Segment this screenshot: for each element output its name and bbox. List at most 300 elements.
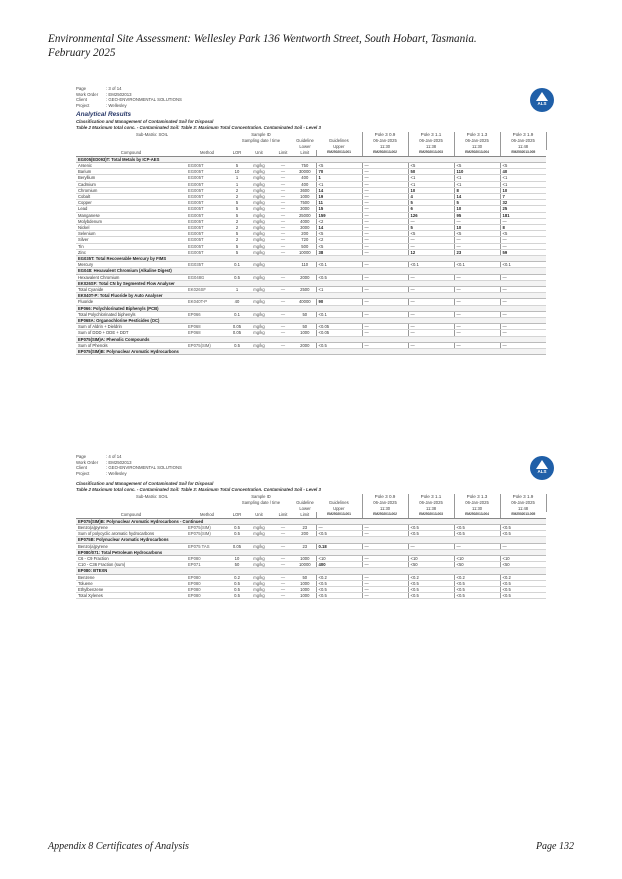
lower-limit-value: —: [272, 311, 294, 317]
section-title: Analytical Results: [76, 111, 132, 119]
compound-name: C10 - C36 Fraction (sum): [76, 562, 186, 568]
lor-value: 0.5: [228, 593, 246, 599]
lor-value: 0.5: [228, 342, 246, 348]
method-code: EP071: [186, 562, 228, 568]
meta-value: : 4 of 14: [106, 454, 546, 459]
sample-name: Pole 3 1.1: [408, 494, 454, 500]
sample-date: 06-Jan-2025: [500, 138, 546, 144]
result-value: —: [362, 206, 408, 212]
result-value: 25: [500, 206, 546, 212]
result-value: —: [500, 218, 546, 224]
meta-value: : Wellesley: [106, 103, 546, 108]
result-value: <1: [454, 181, 500, 187]
result-value: —: [454, 311, 500, 317]
result-value: <0.5: [316, 342, 362, 348]
result-value: <0.5: [454, 580, 500, 586]
unit-value: mg/kg: [246, 181, 272, 187]
result-value: 126: [408, 212, 454, 218]
sampling-label: Sampling date / time: [241, 138, 281, 144]
result-value: —: [454, 237, 500, 243]
compound-name: Barium: [76, 169, 186, 175]
lor-value: 0.5: [228, 274, 246, 280]
unit-value: mg/kg: [246, 218, 272, 224]
upper-limit-value: 3600: [294, 187, 316, 193]
result-value: <1: [500, 181, 546, 187]
upper-limit-value: 110: [294, 262, 316, 268]
method-code: EG005T: [186, 187, 228, 193]
lower-limit-value: —: [272, 175, 294, 181]
meta-key: Client: [76, 465, 87, 471]
result-value: —: [408, 237, 454, 243]
result-value: —: [362, 218, 408, 224]
result-value: —: [500, 287, 546, 293]
meta-value: : 3 of 14: [106, 86, 546, 91]
upper-limit-value: 50: [294, 574, 316, 580]
result-value: <50: [454, 562, 500, 568]
result-value: —: [362, 162, 408, 168]
result-value: <0.2: [408, 574, 454, 580]
sample-id-label: Sample ID: [251, 131, 271, 137]
upper-limit-value: 50: [294, 324, 316, 330]
result-value: 70: [316, 169, 362, 175]
logo-text: ALS: [537, 101, 547, 106]
result-value: 14: [316, 187, 362, 193]
unit-value: mg/kg: [246, 324, 272, 330]
result-value: —: [362, 330, 408, 336]
result-value: 8: [454, 187, 500, 193]
lower-limit-value: —: [272, 330, 294, 336]
guideline-label: Guideline: [296, 500, 314, 506]
result-value: 59: [500, 249, 546, 255]
unit-value: mg/kg: [246, 555, 272, 561]
als-logo-mark-icon: [530, 88, 554, 112]
method-code: EG005T: [186, 162, 228, 168]
result-value: —: [454, 543, 500, 549]
method-code: EG005T: [186, 169, 228, 175]
method-code: EG005T: [186, 181, 228, 187]
unit-value: mg/kg: [246, 243, 272, 249]
compound-name: Total Xylenes: [76, 593, 186, 599]
method-group-title: EP066: Polychlorinated Biphenyls (PCB): [76, 305, 546, 311]
result-value: 7: [500, 193, 546, 199]
lor-value: 2: [228, 237, 246, 243]
sample-date: 06-Jan-2025: [454, 138, 500, 144]
result-value: —: [362, 243, 408, 249]
result-value: —: [454, 274, 500, 280]
result-value: 14: [316, 224, 362, 230]
upper-limit-value: 2500: [294, 287, 316, 293]
result-value: —: [316, 524, 362, 530]
sampling-label: Sampling date / time: [241, 500, 281, 506]
method-group-title: EP080/071: Total Petroleum Hydrocarbons: [76, 549, 546, 555]
result-value: 400: [316, 562, 362, 568]
report-meta: [76, 86, 546, 108]
meta-value: : Wellesley: [106, 471, 546, 476]
compound-name: Selenium: [76, 231, 186, 237]
lower-limit-value: —: [272, 187, 294, 193]
upper-limit-header: Limit: [294, 512, 316, 518]
result-value: —: [454, 287, 500, 293]
result-value: <5: [408, 162, 454, 168]
result-value: —: [362, 287, 408, 293]
result-value: <1: [316, 287, 362, 293]
compound-name: Toluene: [76, 580, 186, 586]
lab-id: EM2502013-005: [500, 150, 546, 156]
result-value: —: [408, 324, 454, 330]
meta-value: : EM2502013: [106, 460, 546, 465]
result-value: —: [362, 580, 408, 586]
result-value: —: [500, 324, 546, 330]
result-value: —: [362, 299, 408, 305]
result-value: —: [408, 330, 454, 336]
result-value: <0.05: [316, 324, 362, 330]
unit-value: mg/kg: [246, 330, 272, 336]
result-value: 5: [454, 200, 500, 206]
result-value: 10: [454, 224, 500, 230]
upper-limit-value: 10000: [294, 562, 316, 568]
lower-limit-value: —: [272, 287, 294, 293]
result-value: <0.05: [316, 330, 362, 336]
upper-limit-value: 200: [294, 231, 316, 237]
result-value: <1: [408, 181, 454, 187]
unit-value: mg/kg: [246, 206, 272, 212]
result-value: <5: [316, 243, 362, 249]
result-value: <0.2: [316, 574, 362, 580]
result-value: —: [408, 543, 454, 549]
result-value: 5: [408, 200, 454, 206]
result-value: 5: [408, 224, 454, 230]
result-value: <0.5: [500, 524, 546, 530]
lower-limit-value: —: [272, 543, 294, 549]
result-value: —: [362, 181, 408, 187]
unit-header: Unit: [246, 512, 272, 518]
result-value: <10: [454, 555, 500, 561]
result-value: <0.5: [454, 531, 500, 537]
result-value: 1: [316, 175, 362, 181]
unit-value: mg/kg: [246, 524, 272, 530]
footer-page-number: Page 132: [535, 841, 574, 852]
result-value: —: [500, 311, 546, 317]
result-value: —: [500, 299, 546, 305]
sample-date: 06-Jan-2025: [362, 138, 408, 144]
compound-name: Chromium: [76, 187, 186, 193]
result-value: 10: [454, 206, 500, 212]
compound-name: Lead: [76, 206, 186, 212]
lower-limit-value: —: [272, 342, 294, 348]
unit-value: mg/kg: [246, 237, 272, 243]
result-value: <5: [454, 231, 500, 237]
unit-value: mg/kg: [246, 212, 272, 218]
method-code: EP075 TAS: [186, 543, 228, 549]
method-code: EG035T: [186, 262, 228, 268]
compound-name: Tin: [76, 243, 186, 249]
result-value: <5: [316, 162, 362, 168]
result-value: —: [454, 243, 500, 249]
result-value: 23: [454, 249, 500, 255]
method-code: EG005T: [186, 175, 228, 181]
lab-id: EM2502013-003: [408, 512, 454, 518]
result-value: —: [362, 524, 408, 530]
meta-key: Page: [76, 454, 87, 459]
result-value: 10: [408, 187, 454, 193]
upper-limit-value: 1000: [294, 555, 316, 561]
lor-value: 1: [228, 287, 246, 293]
upper-limit-header: Limit: [294, 150, 316, 156]
results-table: [76, 494, 546, 600]
result-value: —: [362, 224, 408, 230]
result-value: —: [454, 324, 500, 330]
result-value: <0.5: [408, 531, 454, 537]
result-value: 90: [316, 299, 362, 305]
result-value: <0.1: [408, 262, 454, 268]
upper-limit-value: 500: [294, 243, 316, 249]
result-value: <0.5: [500, 531, 546, 537]
method-header: Method: [186, 512, 228, 518]
result-value: <5: [500, 162, 546, 168]
result-value: —: [362, 311, 408, 317]
result-value: <0.5: [316, 586, 362, 592]
result-value: 12: [408, 249, 454, 255]
compound-name: Sum of Aldrin + Dieldrin: [76, 324, 186, 330]
upper-limit-value: 400: [294, 181, 316, 187]
lower-limit-value: —: [272, 200, 294, 206]
result-value: <5: [454, 162, 500, 168]
upper-limit-value: 1000: [294, 586, 316, 592]
lor-value: 0.5: [228, 531, 246, 537]
result-value: 15: [316, 206, 362, 212]
lower-limit-value: —: [272, 586, 294, 592]
upper-limit-value: 2000: [294, 274, 316, 280]
als-logo-mark-icon: [530, 456, 554, 480]
result-value: —: [408, 218, 454, 224]
method-code: EK040T-P: [186, 299, 228, 305]
result-value: —: [500, 274, 546, 280]
result-value: —: [362, 574, 408, 580]
guidelines-label: Guidelines: [328, 500, 349, 506]
result-value: —: [362, 193, 408, 199]
sample-name: Pole 3 1.1: [408, 132, 454, 138]
compound-name: Cadmium: [76, 181, 186, 187]
header-date: February 2025: [48, 47, 116, 59]
method-code: EG005T: [186, 243, 228, 249]
sub-matrix-label: Sub-Matrix: SOIL: [135, 493, 169, 499]
result-value: <0.2: [454, 574, 500, 580]
method-code: EG005T: [186, 237, 228, 243]
upper-label: Upper: [333, 506, 345, 512]
upper-limit-value: 7500: [294, 200, 316, 206]
method-code: EG005T: [186, 206, 228, 212]
compound-name: Molybdenum: [76, 218, 186, 224]
lab-id: EM2502013-002: [362, 150, 408, 156]
meta-value: : GEO-ENVIRONMENTAL SOLUTIONS: [106, 465, 546, 470]
lower-limit-value: —: [272, 193, 294, 199]
method-group-title: EG005(ED093)T: Total Metals by ICP-AES: [76, 156, 546, 162]
header-title: Environmental Site Assessment: Wellesley Park 136 Wentworth Street, South Hobart, Tasmania.: [48, 33, 477, 45]
result-value: <1: [454, 175, 500, 181]
lower-limit-value: —: [272, 206, 294, 212]
result-value: <0.5: [454, 524, 500, 530]
method-group-title: EK026SF: Total CN by Segmented Flow Analyser: [76, 280, 546, 286]
report-meta: [76, 454, 546, 476]
result-value: —: [362, 169, 408, 175]
lab-id: EM2502013-004: [454, 150, 500, 156]
result-value: —: [500, 243, 546, 249]
result-value: —: [362, 531, 408, 537]
upper-limit-value: 1000: [294, 593, 316, 599]
method-code: EP068: [186, 330, 228, 336]
lor-value: 0.05: [228, 324, 246, 330]
als-logo: [530, 456, 554, 480]
sample-time: 11:48: [500, 144, 546, 150]
result-value: <0.5: [500, 586, 546, 592]
lab-id: EM2502013-003: [408, 150, 454, 156]
lor-value: 5: [228, 231, 246, 237]
result-value: 6: [408, 206, 454, 212]
sample-name: Pole 3 1.9: [500, 132, 546, 138]
compound-name: Benzo(a)pyrene: [76, 543, 186, 549]
result-value: —: [362, 249, 408, 255]
sample-time: 11:38: [408, 144, 454, 150]
meta-key: Project: [76, 103, 90, 109]
lor-value: 5: [228, 212, 246, 218]
method-header: Method: [186, 150, 228, 156]
compound-name: Sum of polycyclic aromatic hydrocarbons: [76, 531, 186, 537]
sub-matrix-label: Sub-Matrix: SOIL: [135, 131, 169, 137]
result-value: <0.1: [316, 311, 362, 317]
result-value: —: [454, 218, 500, 224]
result-value: —: [362, 231, 408, 237]
compound-name: Total Cyanide: [76, 287, 186, 293]
report-page-3: [76, 86, 546, 355]
result-value: 95: [454, 212, 500, 218]
result-value: <0.5: [454, 586, 500, 592]
result-value: <50: [408, 562, 454, 568]
compound-name: Nickel: [76, 224, 186, 230]
unit-value: mg/kg: [246, 224, 272, 230]
result-value: <0.5: [408, 593, 454, 599]
lor-value: 2: [228, 224, 246, 230]
compound-name: Arsenic: [76, 162, 186, 168]
unit-value: mg/kg: [246, 342, 272, 348]
result-value: —: [362, 543, 408, 549]
result-value: —: [362, 342, 408, 348]
sample-time: 11:48: [500, 506, 546, 512]
compound-name: Zinc: [76, 249, 186, 255]
method-code: EP068: [186, 324, 228, 330]
lower-limit-value: —: [272, 574, 294, 580]
result-value: —: [362, 175, 408, 181]
lab-id: EM2502013-002: [362, 512, 408, 518]
sample-time: 11:30: [362, 506, 408, 512]
upper-limit-value: 400: [294, 175, 316, 181]
compound-name: Fluoride: [76, 299, 186, 305]
result-value: 32: [500, 200, 546, 206]
compound-name: Beryllium: [76, 175, 186, 181]
sample-date: 06-Jan-2025: [362, 500, 408, 506]
lor-header: LOR: [228, 150, 246, 156]
lor-value: 0.5: [228, 524, 246, 530]
lor-value: 40: [228, 299, 246, 305]
result-value: <0.5: [454, 593, 500, 599]
lor-value: 5: [228, 162, 246, 168]
result-value: 10: [500, 187, 546, 193]
result-value: <0.5: [500, 593, 546, 599]
lower-limit-header: Limit: [272, 512, 294, 518]
lab-id: EM2502013-005: [500, 512, 546, 518]
result-value: 159: [316, 212, 362, 218]
result-value: <0.1: [454, 262, 500, 268]
result-value: <0.5: [316, 274, 362, 280]
unit-value: mg/kg: [246, 299, 272, 305]
subtitle-classification: Classification and Management of Contaminated Soil for Disposal: [76, 119, 214, 125]
method-group-row: [76, 349, 546, 355]
upper-limit-value: 10000: [294, 249, 316, 255]
upper-limit-value: 750: [294, 162, 316, 168]
lor-value: 10: [228, 555, 246, 561]
unit-header: Unit: [246, 150, 272, 156]
method-code: EG005T: [186, 249, 228, 255]
result-value: 14: [454, 193, 500, 199]
lower-limit-value: —: [272, 249, 294, 255]
lor-value: 2: [228, 187, 246, 193]
method-group-title: EK040T-P: Total Fluoride by Auto Analyser: [76, 293, 546, 299]
method-group-title: EP075B: Polynuclear Aromatic Hydrocarbons: [76, 537, 546, 543]
result-value: —: [500, 237, 546, 243]
result-value: <2: [316, 218, 362, 224]
result-value: 4: [408, 193, 454, 199]
result-value: —: [408, 342, 454, 348]
lab-id: EM2502013-001: [316, 150, 362, 156]
result-value: <0.1: [316, 262, 362, 268]
compound-name: Sum of Phenols: [76, 342, 186, 348]
footer-appendix: Appendix 8 Certificates of Analysis: [48, 841, 189, 852]
lor-value: 1: [228, 181, 246, 187]
lower-label: Lower: [299, 144, 311, 150]
lor-value: 0.5: [228, 580, 246, 586]
result-value: —: [362, 262, 408, 268]
upper-limit-value: 720: [294, 237, 316, 243]
lor-value: 1: [228, 175, 246, 181]
lower-limit-value: —: [272, 212, 294, 218]
upper-limit-value: 200: [294, 531, 316, 537]
result-value: —: [362, 324, 408, 330]
page-header: [48, 32, 588, 60]
sample-date: 06-Jan-2025: [408, 500, 454, 506]
als-logo: [530, 88, 554, 112]
method-code: EG048G: [186, 274, 228, 280]
sample-date: 06-Jan-2025: [408, 138, 454, 144]
lor-value: 0.1: [228, 311, 246, 317]
unit-value: mg/kg: [246, 193, 272, 199]
meta-key: Work Order: [76, 459, 99, 465]
sample-date: 06-Jan-2025: [500, 500, 546, 506]
sample-time: 11:30: [362, 144, 408, 150]
method-group-title: EP075(SIM)B: Polynuclear Aromatic Hydrocarbons: [76, 349, 546, 355]
compound-header: Compound: [76, 512, 186, 518]
upper-limit-value: 2000: [294, 342, 316, 348]
table-row: [76, 593, 546, 599]
unit-value: mg/kg: [246, 231, 272, 237]
result-value: —: [500, 330, 546, 336]
compound-name: Sum of DDD + DDE + DDT: [76, 330, 186, 336]
page-footer: [48, 841, 574, 852]
method-code: EK026SF: [186, 287, 228, 293]
guideline-label: Guideline: [296, 138, 314, 144]
unit-value: mg/kg: [246, 200, 272, 206]
lower-limit-value: —: [272, 580, 294, 586]
method-group-title: EP080: BTEXN: [76, 568, 546, 574]
method-code: EG005T: [186, 218, 228, 224]
